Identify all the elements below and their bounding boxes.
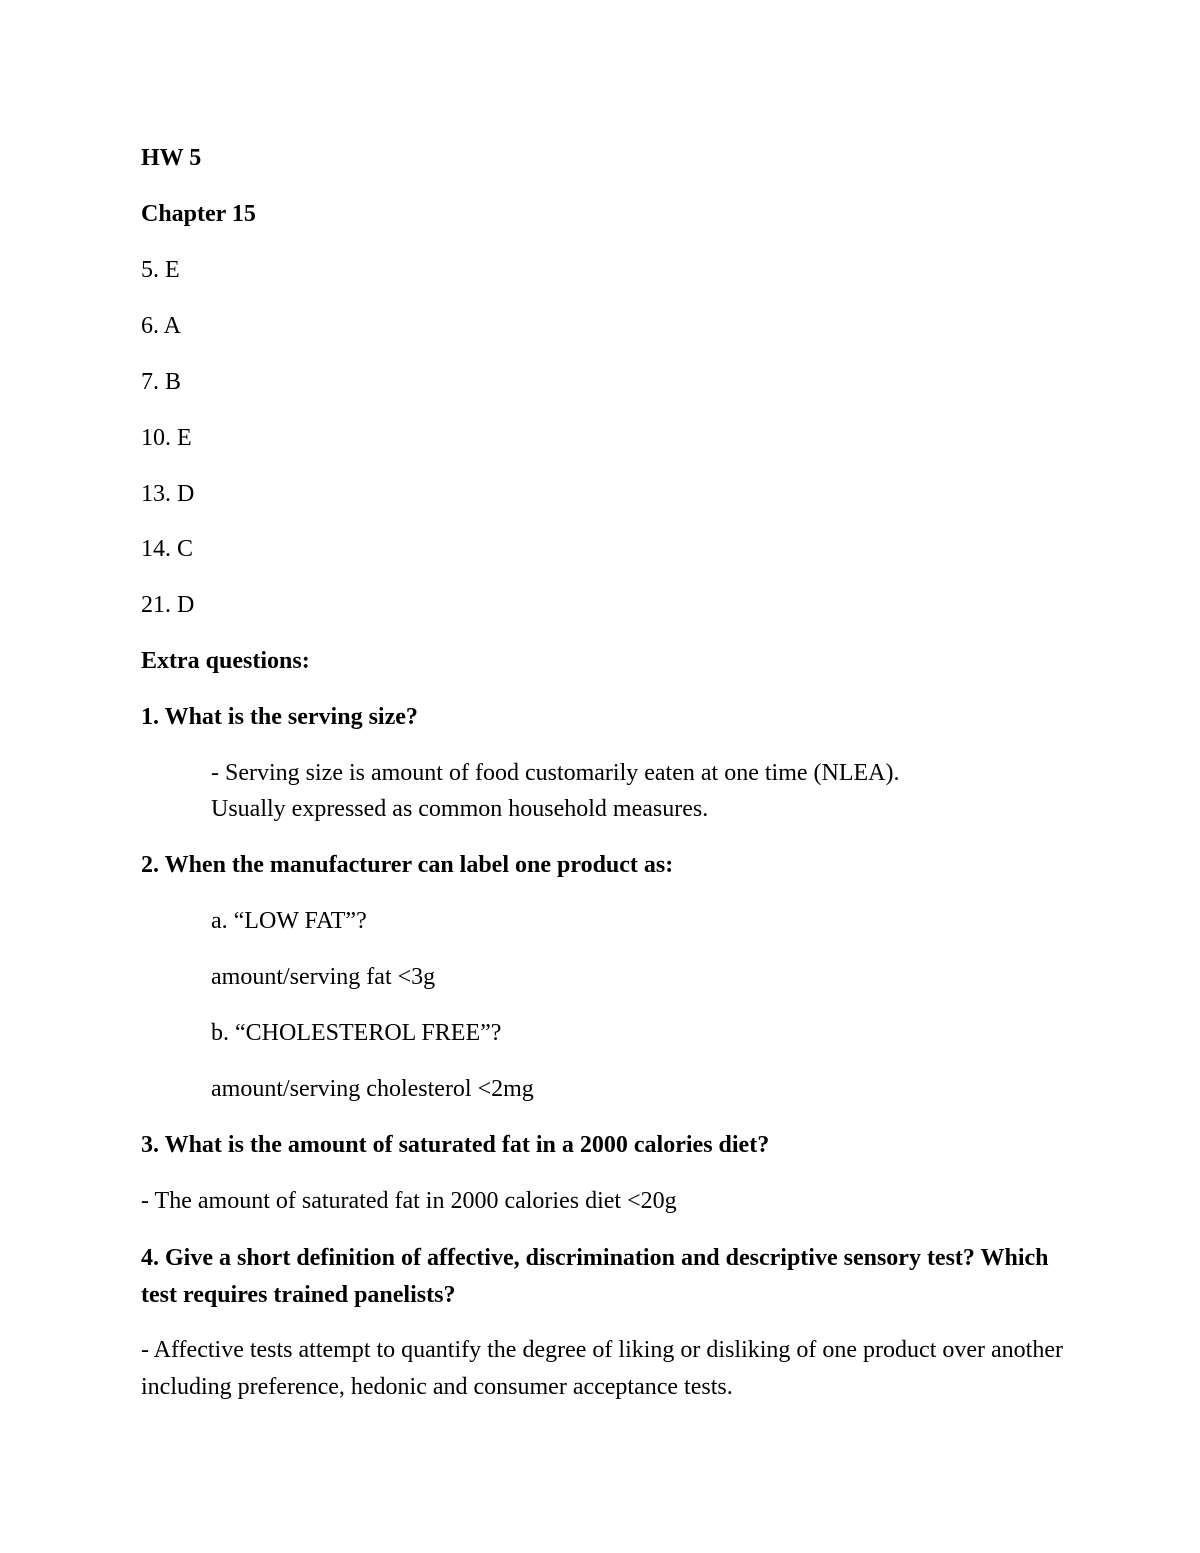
answer-item: 6. A xyxy=(141,313,182,339)
question-2a-label: a. “LOW FAT”? xyxy=(211,908,367,934)
answer-4: - Affective tests attempt to quantify the degree of liking or disliking of one product over another including preference, hedonic and consumer acceptance tests. xyxy=(141,1337,1063,1400)
answer-item: 5. E xyxy=(141,257,180,283)
answer-item: 7. B xyxy=(141,369,182,395)
question-2b-label: b. “CHOLESTEROL FREE”? xyxy=(211,1020,502,1046)
answer-item: 21. D xyxy=(141,592,195,618)
document-title: HW 5 xyxy=(141,145,202,171)
chapter-heading: Chapter 15 xyxy=(141,201,256,227)
question-1: 1. What is the serving size? xyxy=(141,704,418,730)
question-2b-answer: amount/serving cholesterol <2mg xyxy=(211,1076,534,1102)
extra-questions-heading: Extra questions: xyxy=(141,648,310,674)
answer-item: 14. C xyxy=(141,536,194,562)
question-2a-answer: amount/serving fat <3g xyxy=(211,964,436,990)
answer-3: - The amount of saturated fat in 2000 calories diet <20g xyxy=(141,1188,677,1214)
answer-1-line-1: - Serving size is amount of food customarily eaten at one time (NLEA). xyxy=(211,760,900,786)
answer-item: 10. E xyxy=(141,425,192,451)
answer-item: 13. D xyxy=(141,481,195,507)
question-2: 2. When the manufacturer can label one product as: xyxy=(141,852,674,878)
question-4: 4. Give a short definition of affective, discrimination and descriptive sensory test? Which test requires trained panelists? xyxy=(141,1245,1049,1308)
answer-1-line-2: Usually expressed as common household measures. xyxy=(211,796,709,822)
question-3: 3. What is the amount of saturated fat in a 2000 calories diet? xyxy=(141,1132,770,1158)
